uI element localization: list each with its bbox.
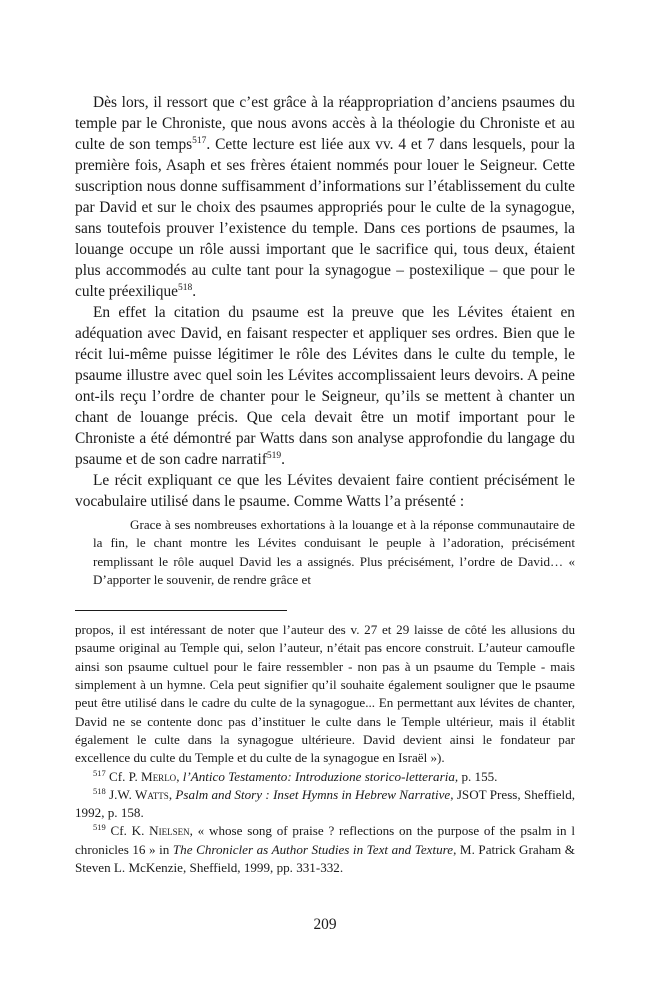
footnote-continued: propos, il est intéressant de noter que l’auteur des v. 27 et 29 laisse de côté les allusions du psaume original au Temple qui, selon l’auteur, n’était pas encore construit. L’auteur camoufle ainsi son psaume cultuel pour le faire ressembler - non pas à un psaume du Temple - mais simplement à un hymne. Cela peut signifier qu’il souhaite également souligner que le psaume peut être utilisé dans le cadre du culte de la synagogue... En permettant aux lévites de chanter, David ne se contente donc pas d’instituer le culte dans le Temple ultérieur, mais il établit également le culte dans la synagogue ultérieure. David devient ainsi le fondateur par excellence du culte du Temple et du culte de la synagogue en Israël »).	[75, 622, 575, 766]
page-number: 209	[313, 916, 337, 933]
footnote-517: $^{517}$ Cf. P. Merlo, l’Antico Testamento: Introduzione storico-letteraria, p. 155.	[93, 767, 498, 784]
paragraph-1: Dès lors, il ressort que c’est grâce à la réappropriation d’anciens psaumes du temple par le Chroniste, que nous avons accès à la théologie du Chroniste et au culte de son temps$^{517}$. Cette lecture est liée aux vv. 4 et 7 dans lesquels, pour la première fois, Asaph et ses frères étaient nommés pour louer le Seigneur. Cette suscription nous donne suffisamment d’informations sur l’établissement du culte par David et sur le choix des psaumes appropriés pour le culte de la synagogue, sans toutefois prouver l’existence du temple. Dans ces portions de psaumes, la louange occupe un rôle aussi important que le sacrifice qui, tous deux, étaient plus accommodés au culte tant pour la synagogue – postexilique – que pour le culte préexilique$^{518}$.	[75, 94, 575, 300]
paragraph-2: En effet la citation du psaume est la preuve que les Lévites étaient en adéquation avec David, en faisant respecter et appliquer ses ordres. Bien que le récit lui-même puisse légitimer le rôle des Lévites dans le culte du temple, le psaume illustre avec quel soin les Lévites accomplissaient leurs devoirs. A peine ont-ils reçu l’ordre de chanter pour le Seigneur, qu’ils se mettent à chanter un chant de louange précis. Que cela devait être un motif important pour le Chroniste a été démontré par Watts dans son analyse approfondie du langage du psaume et de son cadre narratif$^{519}$.	[75, 304, 575, 468]
block-quote: Grace à ses nombreuses exhortations à la louange et à la réponse communautaire de la fin, le chant montre les Lévites conduisant le peuple à l’adoration, précisément remplissant le rôle auquel David les a assignés. Plus précisément, l’ordre de David… « D’apporter le souvenir, de rendre grâce et	[93, 517, 575, 587]
footnote-separator	[75, 610, 287, 611]
footnote-ref-519[interactable]: 519	[266, 451, 282, 461]
page-body	[75, 92, 575, 877]
footnote-518: $^{518}$ J.W. Watts, Psalm and Story : Inset Hymns in Hebrew Narrative, JSOT Press, Sheffield, 1992, p. 158.	[75, 785, 576, 821]
footnote-519: $^{519}$ Cf. K. Nielsen, « whose song of praise ? reflections on the purpose of the psalm in l chronicles 16 » in The Chronicler as Author Studies in Text and Texture, M. Patrick Graham & Steven L. McKenzie, Sheffield, 1999, pp. 331-332.	[75, 822, 576, 876]
footnote-ref-518[interactable]: 518	[178, 283, 193, 293]
footnote-ref-517[interactable]: 517	[192, 136, 207, 146]
footnotes	[75, 621, 575, 877]
paragraph-3: Le récit expliquant ce que les Lévites devaient faire contient précisément le vocabulaire utilisé dans le psaume. Comme Watts l’a présenté :	[75, 472, 575, 510]
main-text	[75, 92, 575, 589]
